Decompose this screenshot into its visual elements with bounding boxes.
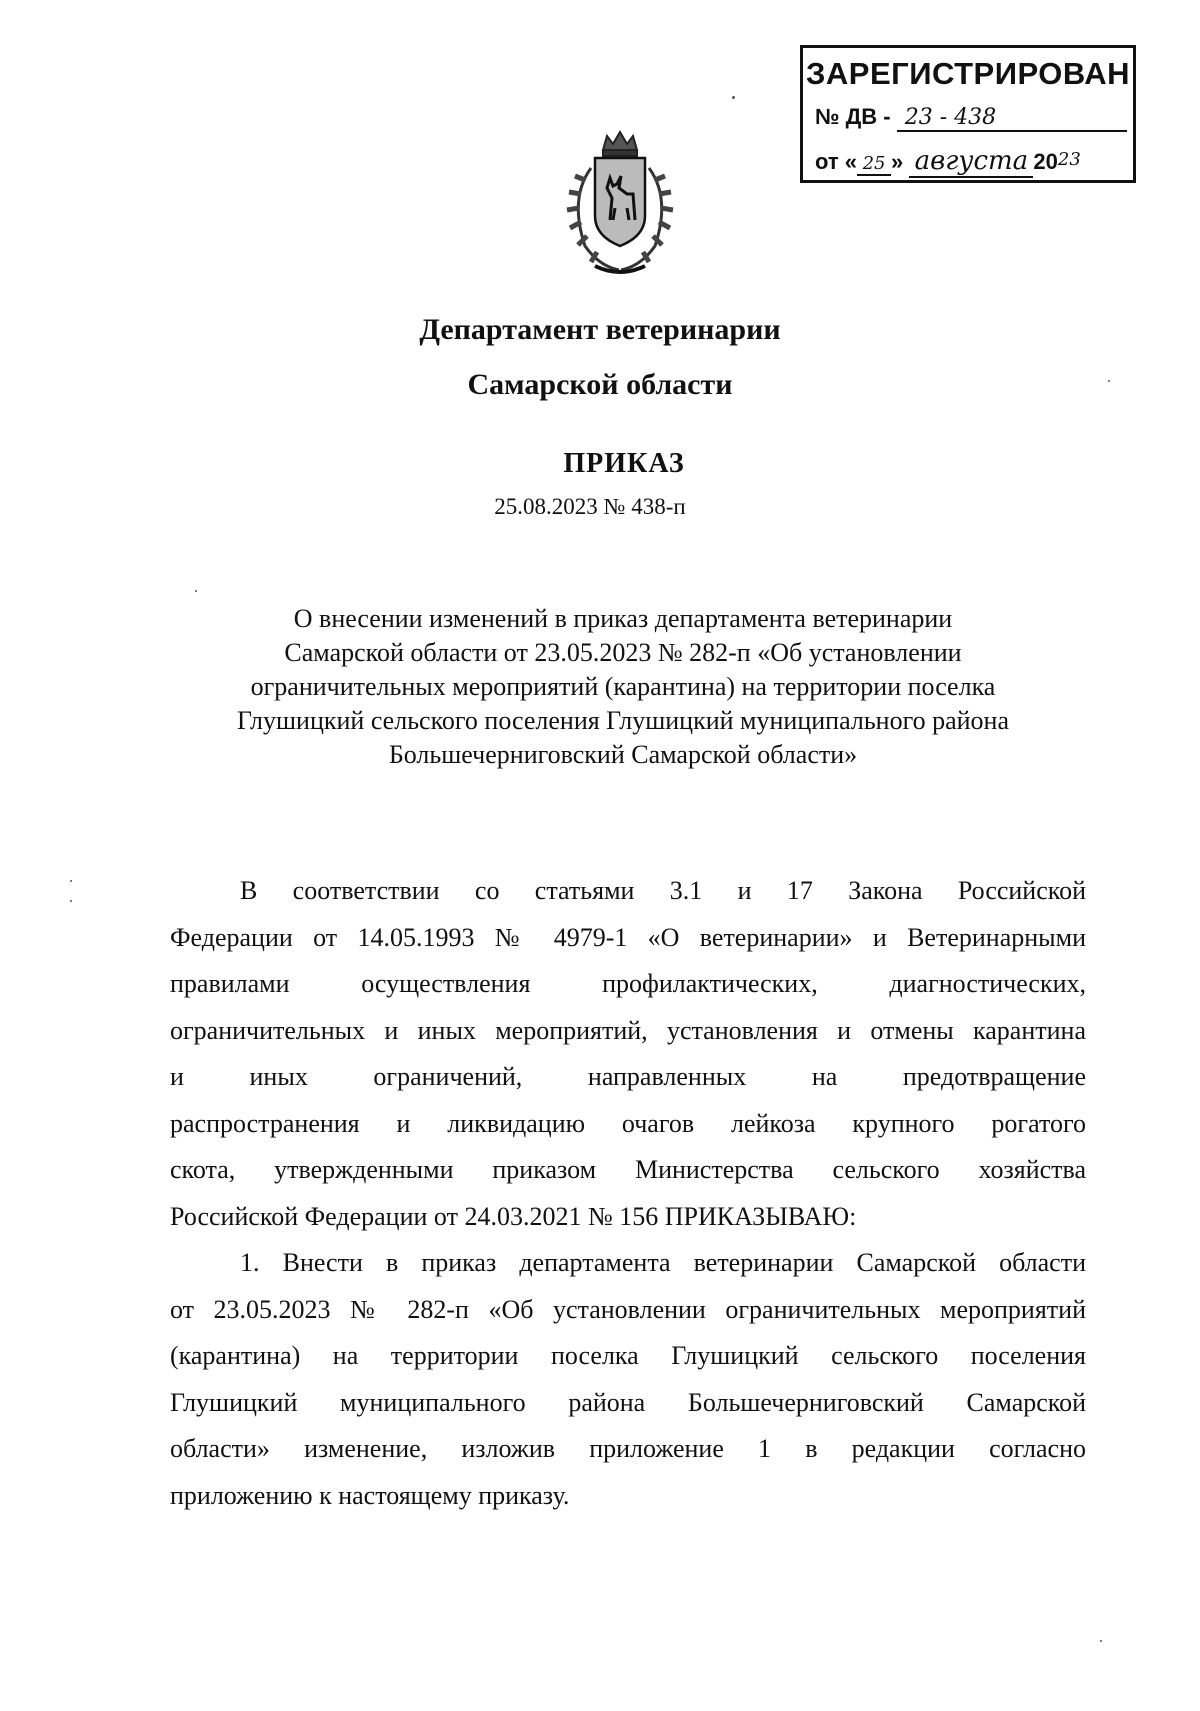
body-line: Федерации от 14.05.1993 № 4979-1 «О ветеринарии» и Ветеринарными (170, 922, 1086, 952)
stamp-date-prefix: от « (815, 149, 858, 174)
registration-stamp (800, 45, 1136, 183)
stamp-year-suffix: 23 (1057, 149, 1081, 170)
body-line: от 23.05.2023 № 282-п «Об установлении ограничительных мероприятий (170, 1294, 1086, 1324)
subject-line: ограничительных мероприятий (карантина) на территории поселка (250, 672, 996, 701)
scan-speck (1100, 1640, 1102, 1642)
document-type: ПРИКАЗ (563, 448, 685, 479)
stamp-number-value: 23 - 438 (897, 105, 1127, 132)
body-line: ограничительных и иных мероприятий, установления и отмены карантина (170, 1015, 1086, 1045)
body-line: В соответствии со статьями 3.1 и 17 Закона Российской (240, 876, 1086, 905)
body-line: Глушицкий муниципального района Большечерниговский Самарской (170, 1387, 1086, 1417)
document-date-number: 25.08.2023 № 438-п (494, 494, 686, 519)
order-body (170, 868, 1086, 1519)
stamp-year-prefix: 20 (1033, 149, 1058, 174)
scan-speck (70, 880, 72, 882)
body-line: 1. Внести в приказ департамента ветеринарии Самарской области (240, 1248, 1086, 1277)
org-name-line2: Самарской области (467, 368, 733, 401)
body-line: области» изменение, изложив приложение 1 в редакции согласно (170, 1434, 1086, 1463)
subject-line: Большечерниговский Самарской области» (388, 740, 858, 769)
stamp-number-row (815, 104, 1127, 132)
scan-speck (732, 96, 735, 99)
body-line: и иных ограничений, направленных на предотвращение (170, 1062, 1086, 1091)
stamp-number-label: № ДВ - (815, 104, 891, 129)
body-line: скота, утвержденными приказом Министерства сельского хозяйства (170, 1155, 1086, 1184)
scan-speck (195, 590, 197, 592)
stamp-title: ЗАРЕГИСТРИРОВАН (805, 56, 1131, 91)
order-subject (190, 602, 1056, 772)
stamp-month: августа (909, 146, 1033, 178)
stamp-day: 25 (857, 153, 891, 176)
scan-speck (1108, 380, 1110, 382)
stamp-date-row (815, 146, 1081, 178)
body-line: (карантина) на территории поселка Глушицкий сельского поселения (170, 1341, 1086, 1370)
stamp-day-close: » (891, 149, 904, 174)
subject-line: О внесении изменений в приказ департамента ветеринарии (293, 604, 953, 633)
samara-coat-of-arms-icon (555, 128, 685, 280)
subject-line: Глушицкий сельского поселения Глушицкий муниципального района (236, 706, 1010, 735)
subject-line: Самарской области от 23.05.2023 № 282-п «Об установлении (284, 638, 962, 667)
body-line: Российской Федерации от 24.03.2021 № 156 ПРИКАЗЫВАЮ: (170, 1201, 857, 1231)
body-line: распространения и ликвидацию очагов лейкоза крупного рогатого (170, 1108, 1086, 1138)
org-name-line1: Департамент ветеринарии (419, 313, 781, 346)
scan-speck (70, 900, 72, 902)
body-line: правилами осуществления профилактических, диагностических, (170, 969, 1086, 998)
body-line: приложению к настоящему приказу. (170, 1480, 570, 1510)
